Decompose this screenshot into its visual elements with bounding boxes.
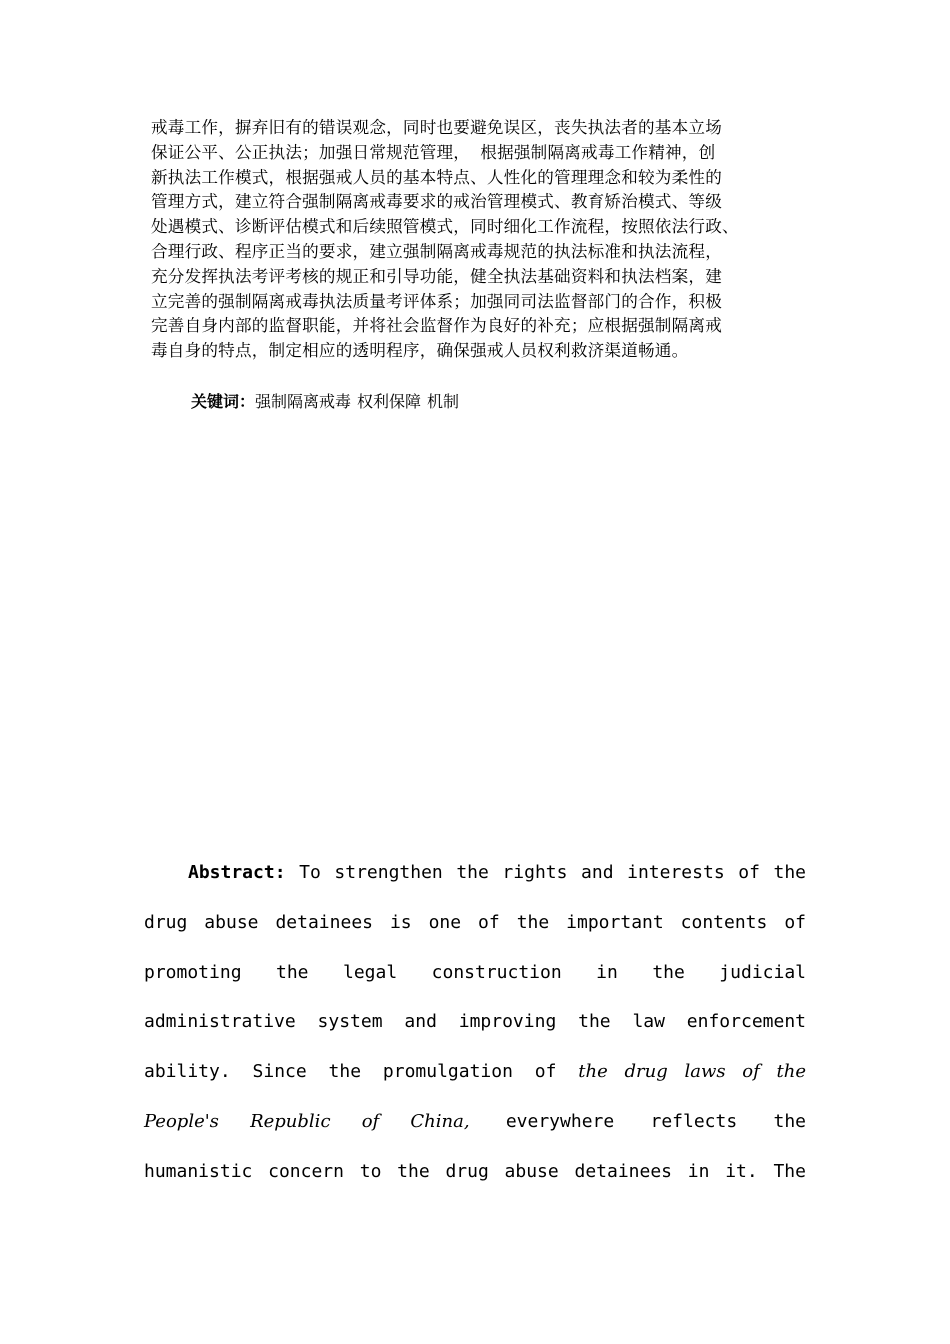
keyword-item: 权利保障 (357, 392, 422, 411)
chinese-abstract-body (151, 116, 811, 364)
english-abstract-text: To strengthen the rights and interests of the (299, 862, 806, 883)
english-abstract-line: administrative system and improving the law enforcement (144, 1011, 806, 1033)
chinese-abstract-line: 合理行政、程序正当的要求，建立强制隔离戒毒规范的执法标准和执法流程， (151, 241, 722, 261)
chinese-abstract-line: 管理方式，建立符合强制隔离戒毒要求的戒治管理模式、教育矫治模式、等级 (151, 192, 722, 212)
english-abstract-line: promoting the legal construction in the judicial (144, 961, 806, 983)
english-abstract-line: humanistic concern to the drug abuse detainees in it. The (144, 1160, 806, 1182)
chinese-abstract-line: 毒自身的特点，制定相应的透明程序，确保强戒人员权利救济渠道畅通。 (151, 341, 689, 361)
english-abstract-text: ability. Since the promulgation of (144, 1061, 579, 1083)
english-abstract-line (144, 1056, 806, 1106)
law-title-italic: the drug laws of the (578, 1061, 807, 1083)
english-abstract-line: drug abuse detainees is one of the important contents of (144, 911, 806, 933)
abstract-label: Abstract: (188, 862, 286, 883)
law-title-italic: People's Republic of China, (144, 1110, 470, 1132)
keyword-item: 强制隔离戒毒 (255, 392, 352, 411)
keyword-item: 机制 (427, 392, 460, 411)
english-abstract-line (144, 857, 806, 907)
english-abstract-body (144, 857, 806, 1206)
keywords-line (191, 390, 459, 414)
keywords-label: 关键词： (191, 392, 256, 411)
english-abstract-text: everywhere reflects the (469, 1110, 806, 1132)
chinese-abstract-line: 充分发挥执法考评考核的规正和引导功能，健全执法基础资料和执法档案，建 (151, 266, 722, 286)
chinese-abstract-line: 完善自身内部的监督职能，并将社会监督作为良好的补充；应根据强制隔离戒 (151, 316, 722, 336)
chinese-abstract-line: 处遇模式、诊断评估模式和后续照管模式，同时细化工作流程，按照依法行政、 (151, 217, 739, 237)
english-abstract-line (144, 1106, 806, 1156)
chinese-abstract-line: 戒毒工作，摒弃旧有的错误观念，同时也要避免误区，丧失执法者的基本立场 (151, 118, 722, 137)
chinese-abstract-line: 保证公平、公正执法；加强日常规范管理， 根据强制隔离戒毒工作精神，创 (151, 142, 716, 162)
chinese-abstract-line: 新执法工作模式，根据强戒人员的基本特点、人性化的管理理念和较为柔性的 (151, 167, 722, 187)
chinese-abstract-line: 立完善的强制隔离戒毒执法质量考评体系；加强同司法监督部门的合作，积极 (151, 291, 722, 311)
